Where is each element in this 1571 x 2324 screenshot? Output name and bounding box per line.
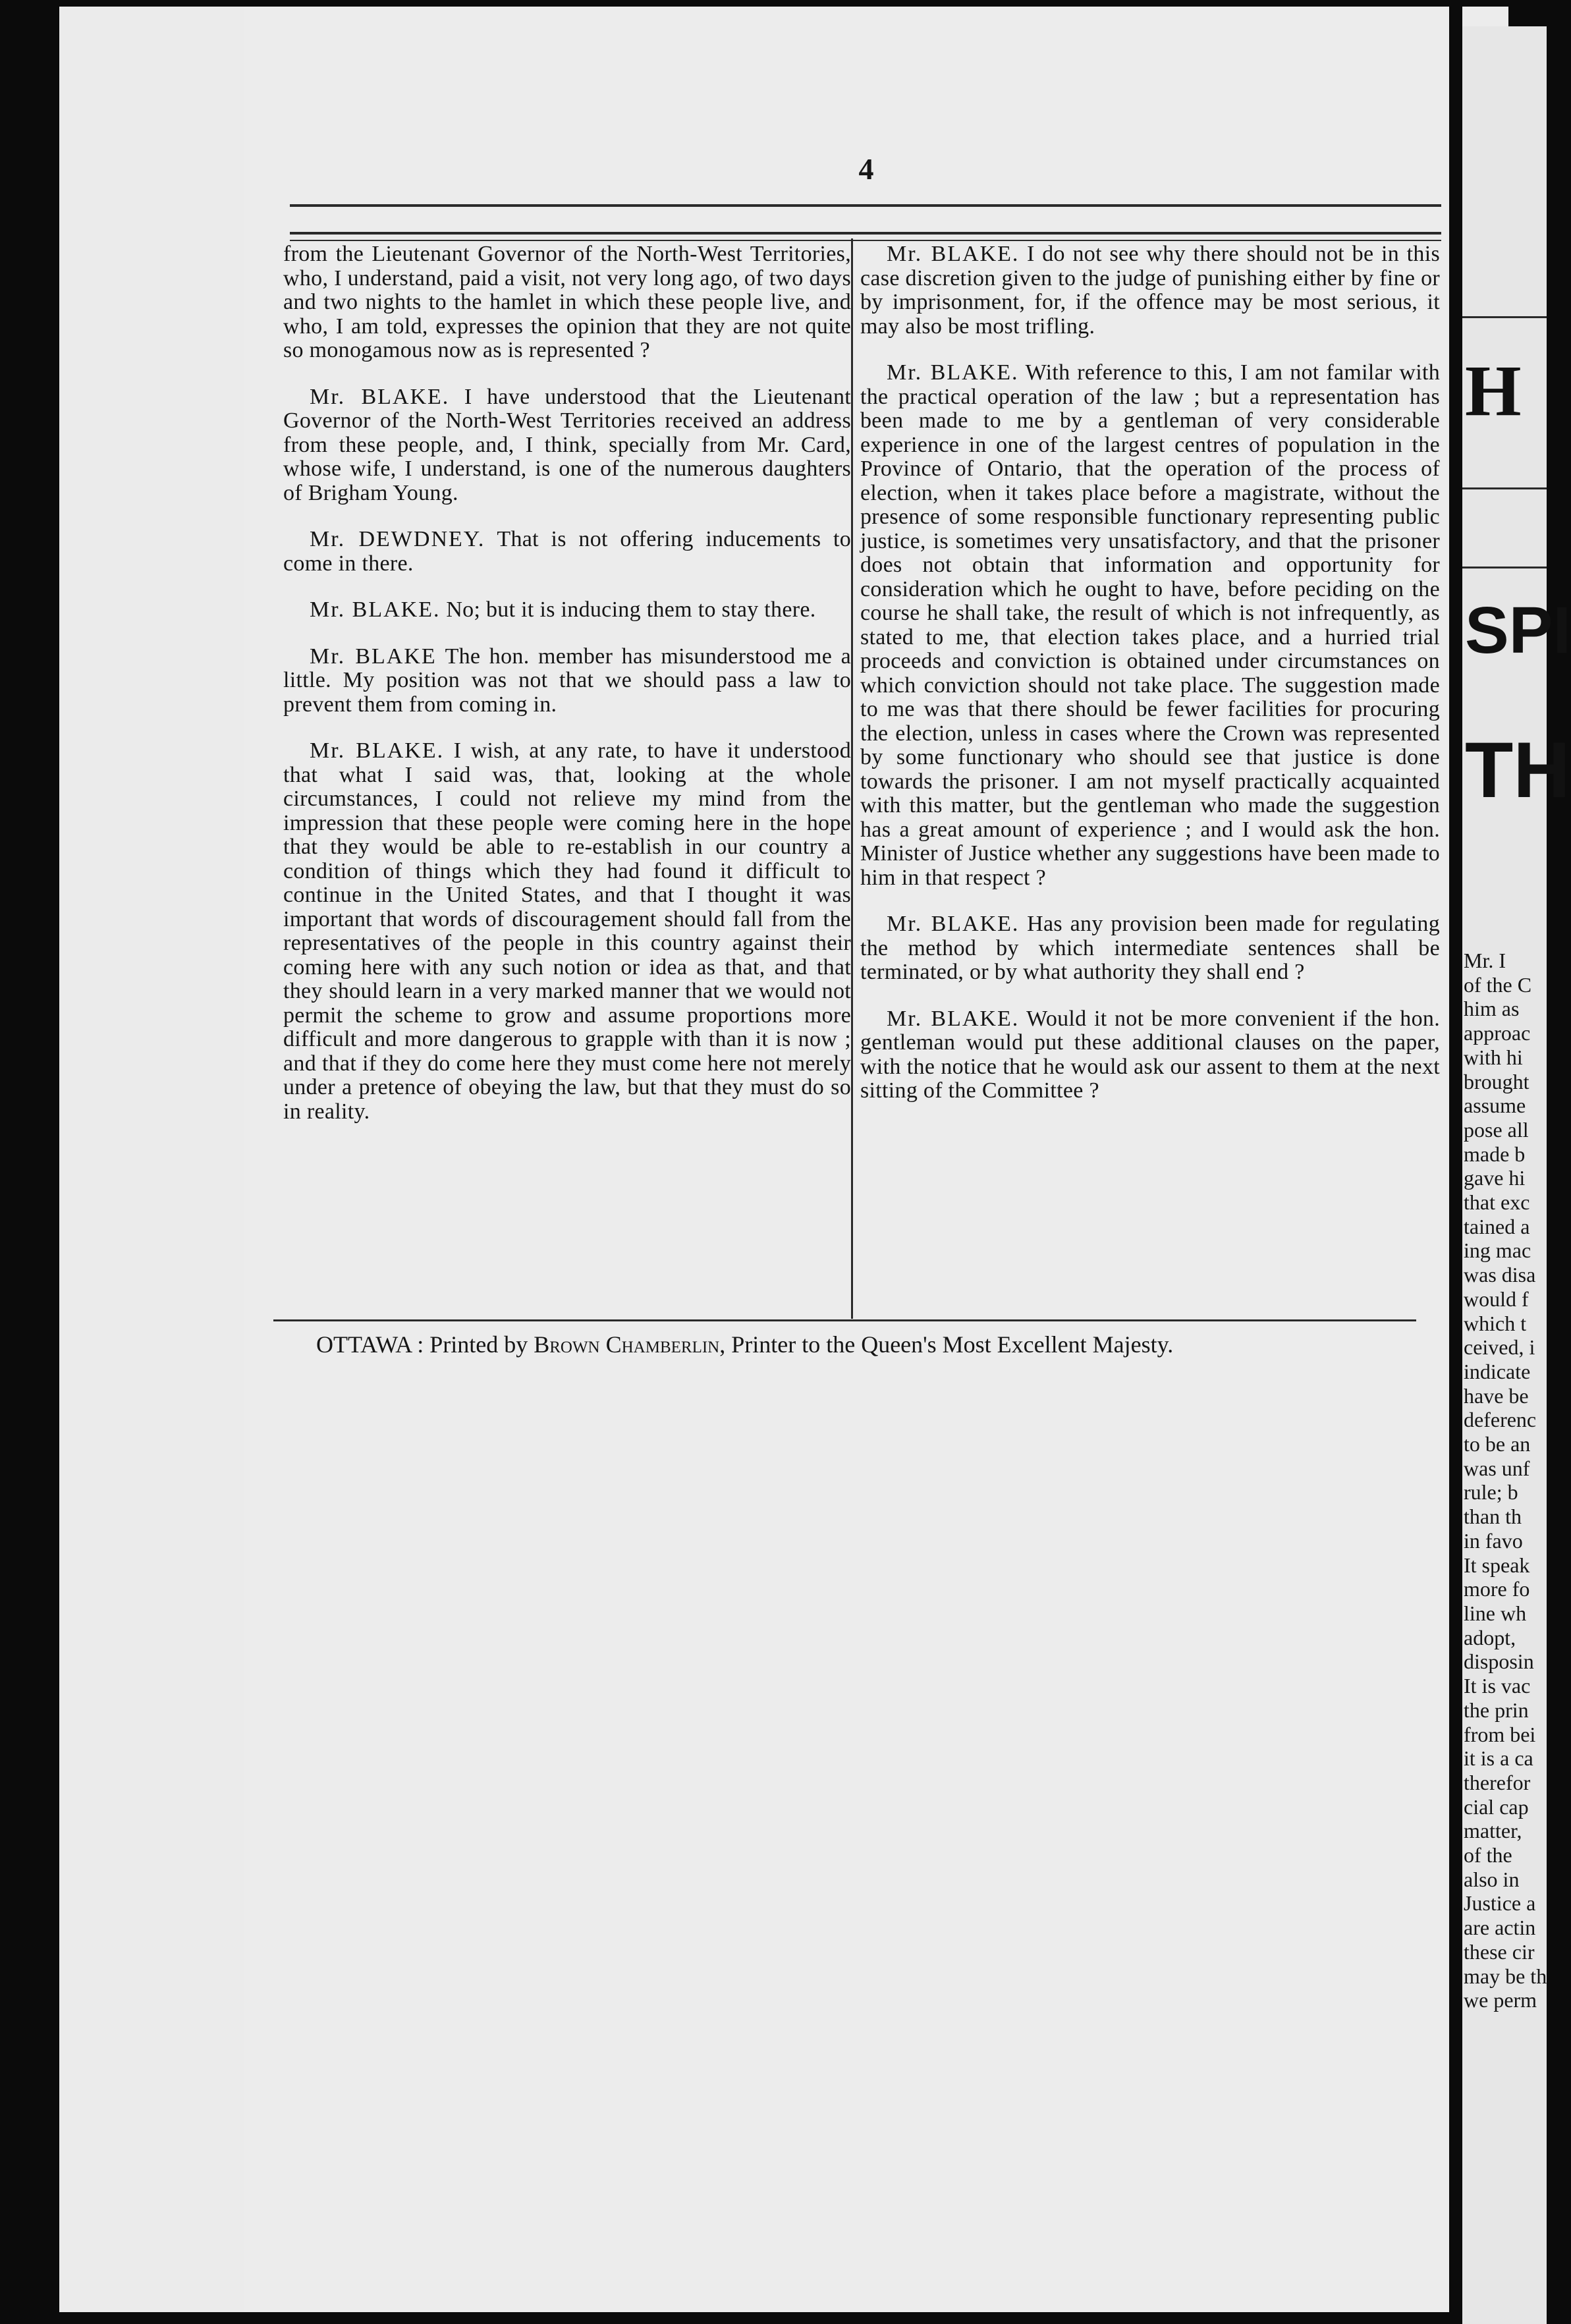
adjacent-page-rule — [1462, 487, 1547, 489]
speaker-name: Mr. BLAKE. — [887, 912, 1020, 936]
adjacent-line: tained a — [1464, 1214, 1530, 1238]
adjacent-line: which t — [1464, 1311, 1527, 1335]
paragraph — [283, 242, 851, 363]
adjacent-line: Justice a — [1464, 1891, 1536, 1916]
speaker-name: Mr. BLAKE. — [310, 597, 441, 622]
adjacent-line: than th — [1464, 1505, 1522, 1529]
adjacent-page-rule — [1462, 567, 1547, 568]
adjacent-line: these cir — [1464, 1939, 1535, 1964]
page-fold-gutter — [1449, 0, 1462, 2324]
paragraph — [860, 361, 1440, 890]
adjacent-line: deferenc — [1464, 1408, 1537, 1432]
right-column — [860, 242, 1440, 1126]
adjacent-line: assume — [1464, 1093, 1526, 1118]
adjacent-line: may be th — [1464, 1964, 1547, 1988]
adjacent-line: with hi — [1464, 1045, 1523, 1069]
paragraph-text: With reference to this, I am not familar with the practical operation of the law ; but a representation has been made to me by a gentleman of very considerable experience in one of the largest centres of population in the Province of Ontario, that the operation of the process of election, when it takes place before a magistrate, without the presence of some responsible functionary representing public justice, is sometimes very unsatisfactory, and that the prisoner does not obtain that information and opportunity for consideration which he ought to have, before peciding on the course he shall take, the result of which is not infrequently, as stated to me, that election takes place, and a hurried trial proceeds and conviction is obtained under circumstances on which conviction should not take place. The suggestion made to me was that there should be fewer facilities for procuring the election, unless in cases where the Crown was represented by some functionary who should see that justice is done towards the prisoner. I am not myself practically acquainted with this matter, but the gentleman who made the suggestion has a great amount of experience ; and I would ask the hon. Minister of Justice whether any suggestions have been made to him in that respect ? — [860, 360, 1441, 890]
paragraph-text: The hon. member has misunderstood me a little. My position was not that we should pass a law to prevent them from coming in. — [283, 644, 851, 717]
adjacent-line: approac — [1464, 1021, 1531, 1045]
column-divider — [851, 238, 853, 1319]
paragraph — [283, 645, 851, 717]
speaker-name: Mr. DEWDNEY. — [310, 527, 485, 551]
paragraph-text: I have understood that the Lieutenant Governor of the North-West Territories received an address from these people, and, I think, specially from Mr. Card, whose wife, I understand, is one of the numerous daughters of Brigham Young. — [283, 384, 851, 505]
header-double-rule-upper — [290, 232, 1441, 235]
paragraph-text: No; but it is inducing them to stay there. — [446, 597, 816, 622]
adjacent-line: to be an — [1464, 1432, 1531, 1456]
adjacent-line: brought — [1464, 1069, 1530, 1093]
paragraph-text: Has any provision been made for regulating the method by which intermediate sentences shall be terminated, or by what authority they shall end ? — [860, 912, 1440, 984]
adjacent-line: gave hi — [1464, 1166, 1526, 1190]
adjacent-line: also in — [1464, 1867, 1520, 1891]
left-column — [283, 242, 851, 1146]
adjacent-page-rule — [1462, 316, 1547, 318]
bottom-rule — [273, 1319, 1416, 1321]
adjacent-line: Mr. I — [1464, 949, 1506, 972]
paragraph-text: from the Lieutenant Governor of the North-West Territories, who, I understand, paid a visit, not very long ago, of two days and two nights to the hamlet in which these people live, and who, I am told, expresses the opinion that they are not quite so monogamous now as is represented ? — [283, 242, 851, 362]
adjacent-page-heading: H — [1465, 350, 1522, 431]
adjacent-line: therefor — [1464, 1770, 1531, 1794]
speaker-name: Mr. BLAKE. — [887, 360, 1019, 385]
adjacent-line: disposin — [1464, 1649, 1534, 1674]
adjacent-line: pose all — [1464, 1117, 1529, 1142]
adjacent-page-heading: SPI — [1465, 594, 1571, 667]
adjacent-line: it is a ca — [1464, 1746, 1533, 1771]
paragraph — [860, 1007, 1440, 1103]
adjacent-line: made b — [1464, 1142, 1526, 1166]
paragraph — [283, 528, 851, 576]
header-double-rule-lower — [290, 240, 1441, 241]
printer-imprint — [316, 1331, 1396, 1358]
paragraph-text: That is not offering inducements to come in there. — [283, 527, 852, 576]
imprint-suffix: Printer to the Queen's Most Excellent Majesty. — [731, 1331, 1174, 1358]
top-rule — [290, 204, 1441, 207]
adjacent-line: him as — [1464, 997, 1520, 1021]
paragraph — [283, 385, 851, 506]
paragraph — [860, 912, 1440, 985]
adjacent-page-heading: TH — [1465, 726, 1570, 814]
adjacent-page-text — [1464, 949, 1547, 2012]
adjacent-line: rule; b — [1464, 1480, 1518, 1505]
adjacent-line: cial cap — [1464, 1794, 1529, 1819]
adjacent-line: in favo — [1464, 1528, 1523, 1553]
speaker-name: Mr. BLAKE. — [310, 384, 450, 409]
adjacent-line: indicate — [1464, 1359, 1531, 1383]
adjacent-line: ing mac — [1464, 1238, 1531, 1263]
paragraph-text: I do not see why there should not be in this case discretion given to the judge of punishing either by fine or by imprisonment, for, if the offence may be most serious, it may also be most trifling. — [860, 242, 1441, 339]
paragraph — [860, 242, 1440, 339]
adjacent-line: adopt, — [1464, 1625, 1516, 1649]
speaker-name: Mr. BLAKE. — [887, 1006, 1020, 1031]
adjacent-line: was unf — [1464, 1456, 1530, 1480]
paragraph-text: I wish, at any rate, to have it understood that what I said was, that, looking at the whole circumstances, I could not relieve my mind from the impression that these people were coming here in the hope that they would be able to re-establish in our country a condition of things which they had found it difficult to continue in the United States, and that I thought it was important that words of discouragement should fall from the representatives of the people in this country against their coming here with any such notion or idea as that, and that they should learn in a very marked manner that we would not permit the scheme to grow and assume proportions more difficult and more dangerous to grapple with than it is now ; and that if they do come here they must come here not merely under a pretence of obeying the law, but that they must do so in reality. — [283, 738, 851, 1124]
adjacent-line: the prin — [1464, 1698, 1529, 1722]
adjacent-line: of the C — [1464, 972, 1532, 997]
adjacent-line: that exc — [1464, 1190, 1530, 1215]
adjacent-line: from bei — [1464, 1722, 1536, 1746]
adjacent-line: have be — [1464, 1383, 1529, 1408]
adjacent-line: of the — [1464, 1843, 1512, 1868]
adjacent-line: are actin — [1464, 1916, 1536, 1940]
adjacent-line: would f — [1464, 1286, 1529, 1311]
adjacent-line: we perm — [1464, 1988, 1537, 2012]
adjacent-line: matter, — [1464, 1819, 1522, 1843]
adjacent-page-strip — [1462, 26, 1571, 2324]
imprint-prefix: OTTAWA : Printed by — [316, 1331, 528, 1358]
adjacent-line: line wh — [1464, 1601, 1527, 1625]
imprint-printer: Brown Chamberlin, — [534, 1331, 726, 1358]
page-number: 4 — [858, 152, 874, 186]
paragraph — [283, 739, 851, 1124]
adjacent-line: was disa — [1464, 1263, 1536, 1287]
adjacent-line: more fo — [1464, 1577, 1530, 1601]
adjacent-line: ceived, i — [1464, 1335, 1535, 1360]
paragraph — [283, 598, 851, 622]
adjacent-line: It is vac — [1464, 1674, 1531, 1698]
speaker-name: Mr. BLAKE. — [310, 738, 445, 763]
speaker-name: Mr. BLAKE. — [887, 242, 1020, 266]
adjacent-line: It speak — [1464, 1553, 1530, 1577]
paragraph-text: Would it not be more convenient if the hon. gentleman would put these additional clauses on the paper, with the notice that he would ask our assent to them at the next sitting of the Committee ? — [860, 1006, 1440, 1103]
speaker-name: Mr. BLAKE — [310, 644, 437, 669]
